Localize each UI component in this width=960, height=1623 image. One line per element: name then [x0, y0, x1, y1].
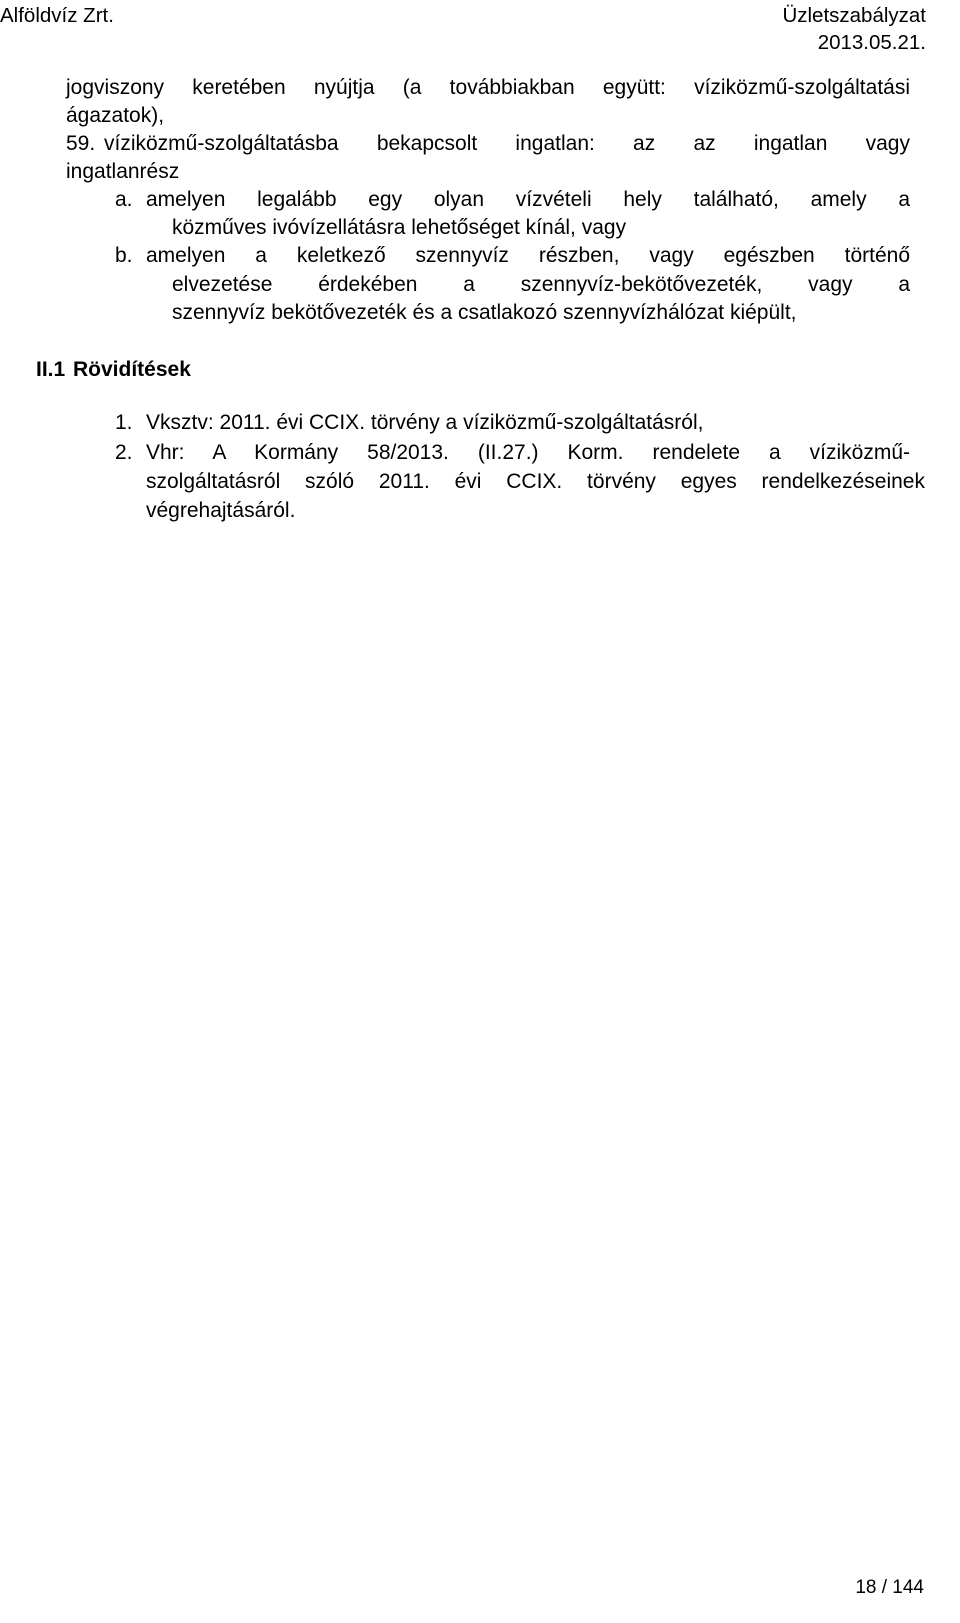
sub-item-marker: b. [115, 244, 133, 267]
continuation-line: jogviszony keretében nyújtja (a továbbiakban együtt: víziközmű-szolgáltatási [66, 76, 910, 99]
document-title: Üzletszabályzat [782, 4, 926, 27]
sub-item-text: amelyen legalább egy olyan vízvételi hely található, amely a [146, 188, 910, 211]
section-number: II.1 [36, 358, 66, 381]
list-item-marker: 1. [115, 411, 133, 434]
sub-item-marker: a. [115, 188, 133, 211]
document-date: 2013.05.21. [817, 31, 926, 54]
list-item-marker: 2. [115, 441, 133, 464]
list-item-text: Vksztv: 2011. évi CCIX. törvény a víziközmű-szolgáltatásról, [146, 411, 704, 434]
sub-item-text: amelyen a keletkező szennyvíz részben, vagy egészben történő [146, 244, 910, 267]
section-title: Rövidítések [73, 358, 191, 381]
definition-number: 59. [66, 132, 96, 155]
list-item-text: végrehajtásáról. [146, 499, 296, 522]
definition-text: víziközmű-szolgáltatásba bekapcsolt ingatlan: az az ingatlan vagy [104, 132, 910, 155]
sub-item-text: elvezetése érdekében a szennyvíz-bekötővezeték, vagy a [172, 273, 910, 296]
continuation-line: ágazatok), [66, 104, 165, 127]
list-item-text: Vhr: A Kormány 58/2013. (II.27.) Korm. rendelete a víziközmű- [146, 441, 910, 464]
list-item-text: szolgáltatásról szóló 2011. évi CCIX. törvény egyes rendelkezéseinek [146, 470, 925, 493]
definition-text: ingatlanrész [66, 160, 180, 183]
sub-item-text: közműves ivóvízellátásra lehetőséget kínál, vagy [172, 216, 627, 239]
company-name: Alföldvíz Zrt. [0, 4, 114, 27]
page-number: 18 / 144 [855, 1577, 924, 1598]
sub-item-text: szennyvíz bekötővezeték és a csatlakozó szennyvízhálózat kiépült, [172, 301, 797, 324]
